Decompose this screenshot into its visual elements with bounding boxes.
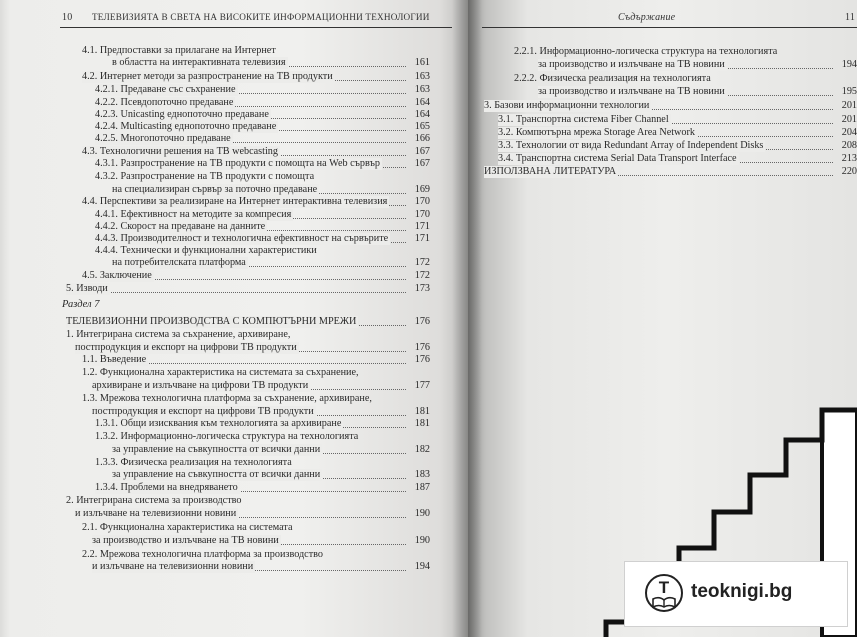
toc-entry-title: 4.2.4. Multicasting еднопоточно предаване xyxy=(95,121,277,132)
toc-entry-title: 4.2.1. Предаване със съхранение xyxy=(95,84,236,95)
toc-page-number: 220 xyxy=(841,166,857,177)
toc-entry-title: 4.4.3. Производителност и технологична ефективност на сървърите xyxy=(95,233,389,244)
toc-page-number: 170 xyxy=(414,209,430,220)
toc-page-number: 171 xyxy=(414,233,430,244)
toc-entry-title: ИЗПОЛЗВАНА ЛИТЕРАТУРА xyxy=(484,166,617,177)
toc-entry-title: за производство и излъчване на ТВ новини xyxy=(538,59,725,70)
toc-entry xyxy=(95,158,430,170)
toc-page-number: 183 xyxy=(414,469,430,480)
section-label: Раздел 7 xyxy=(62,299,100,310)
toc-page-number: 164 xyxy=(414,97,430,108)
toc-page-number: 166 xyxy=(414,133,430,144)
toc-page-number: 172 xyxy=(414,257,430,268)
toc-entry xyxy=(82,196,430,208)
toc-entry-title: 1.3.4. Проблеми на внедряването xyxy=(95,482,238,493)
toc-page-number: 195 xyxy=(841,86,857,97)
toc-entry: 4.4.4. Технически и функционални характеристики xyxy=(95,245,317,256)
toc-page-number: 176 xyxy=(414,342,430,353)
toc-page-number: 208 xyxy=(841,140,857,151)
toc-entry: 2.1. Функционална характеристика на системата xyxy=(82,522,293,533)
toc-page-number: 167 xyxy=(414,146,430,157)
toc-entry-title: 4.4.2. Скорост на предаване на данните xyxy=(95,221,266,232)
toc-entry: 1.3.2. Информационно-логическа структура на технологията xyxy=(95,431,359,442)
toc-entry-title: за производство и излъчване на ТВ новини xyxy=(538,86,725,97)
toc-page-number: 170 xyxy=(414,196,430,207)
toc-page-number: 161 xyxy=(414,57,430,68)
toc-entry-title: постпродукция и експорт на цифрови ТВ продукти xyxy=(75,342,297,353)
right-running-head: Съдържание xyxy=(618,12,676,23)
toc-entry-title: архивиране и излъчване на цифрови ТВ продукти xyxy=(92,380,309,391)
toc-page-number: 201 xyxy=(841,114,857,125)
toc-entry-title: 3. Базови информационни технологии xyxy=(484,100,650,111)
toc-page-number: 204 xyxy=(841,127,857,138)
toc-entry: 1.3. Мрежова технологична платформа за съхранение, архивиране, xyxy=(82,393,372,404)
toc-page-number: 194 xyxy=(841,59,857,70)
watermark-text: teoknigi.bg xyxy=(691,581,793,602)
toc-entry: 4.3.2. Разпространение на ТВ продукти с помощта xyxy=(95,171,315,182)
toc-page-number: 173 xyxy=(414,283,430,294)
toc-entry-title: 4.3.1. Разпространение на ТВ продукти с помощта на Web сървър xyxy=(95,158,380,169)
toc-entry-title: и излъчване на телевизионни новини xyxy=(75,508,237,519)
toc-entry-title: 1.1. Въведение xyxy=(82,354,147,365)
toc-entry-title: за управление на съвкупността от всички данни xyxy=(112,444,321,455)
toc-entry-title: на потребителската платформа xyxy=(112,257,246,268)
toc-entry: 2.2. Мрежова технологична платформа за производство xyxy=(82,549,323,560)
toc-page-number: 171 xyxy=(414,221,430,232)
toc-page-number: 181 xyxy=(414,418,430,429)
toc-entry-title: 3.3. Технологии от вида Redundant Array of Independent Disks xyxy=(498,140,764,151)
toc-entry-title: постпродукция и експорт на цифрови ТВ продукти xyxy=(92,406,314,417)
toc-entry-title: 4.4.1. Ефективност на методите за компресия xyxy=(95,209,292,220)
toc-page-number: 172 xyxy=(414,270,430,281)
toc-entry-title: 4.2.2. Псевдопоточно предаване xyxy=(95,97,234,108)
book-t-logo-icon: T xyxy=(645,574,683,612)
teoknigi-watermark xyxy=(624,561,848,627)
toc-page-number: 163 xyxy=(414,71,430,82)
toc-entry: 1.2. Функционална характеристика на системата за съхранение, xyxy=(82,367,359,378)
toc-page-number: 164 xyxy=(414,109,430,120)
toc-page-number: 165 xyxy=(414,121,430,132)
toc-entry-title: 4.2. Интернет методи за разпространение на ТВ продукти xyxy=(82,71,333,82)
toc-page-number: 182 xyxy=(414,444,430,455)
toc-entry: 2. Интегрирана система за производство xyxy=(66,495,242,506)
toc-page-number: 167 xyxy=(414,158,430,169)
toc-page-number: 187 xyxy=(414,482,430,493)
toc-entry-title: 4.2.3. Unicasting еднопоточно предаване xyxy=(95,109,269,120)
toc-entry: 1. Интегрирана система за съхранение, архивиране, xyxy=(66,329,291,340)
toc-entry-title: за управление на съвкупността от всички данни xyxy=(112,469,321,480)
toc-entry-title: 4.2.5. Многопоточно предаване xyxy=(95,133,231,144)
toc-entry-title: 4.5. Заключение xyxy=(82,270,152,281)
toc-entry-title: 3.2. Компютърна мрежа Storage Area Network xyxy=(498,127,695,138)
toc-entry-title: 4.4. Перспективи за реализиране на Интернет интерактивна телевизия xyxy=(82,196,388,207)
toc-page-number: 190 xyxy=(414,535,430,546)
toc-page-number: 181 xyxy=(414,406,430,417)
toc-entry: 4.1. Предпоставки за прилагане на Интернет xyxy=(82,45,276,56)
toc-page-number: 201 xyxy=(841,100,857,111)
right-page-number: 11 xyxy=(845,12,856,23)
toc-page-number: 213 xyxy=(841,153,857,164)
toc-entry-title: ТЕЛЕВИЗИОННИ ПРОИЗВОДСТВА С КОМПЮТЪРНИ МРЕЖИ xyxy=(66,316,357,327)
toc-page-number: 194 xyxy=(414,561,430,572)
toc-entry-title: 1.3.1. Общи изисквания към технологията за архивиране xyxy=(95,418,342,429)
toc-page-number: 177 xyxy=(414,380,430,391)
toc-page-number: 169 xyxy=(414,184,430,195)
toc-entry: 2.2.1. Информационно-логическа структура на технологията xyxy=(514,46,778,57)
left-running-head: ТЕЛЕВИЗИЯТА В СВЕТА НА ВИСОКИТЕ ИНФОРМАЦИОННИ ТЕХНОЛОГИИ xyxy=(92,12,430,22)
toc-page-number: 190 xyxy=(414,508,430,519)
toc-entry-title: на специализиран сървър за поточно предаване xyxy=(112,184,318,195)
toc-entry-title: и излъчване на телевизионни новини xyxy=(92,561,254,572)
toc-page-number: 163 xyxy=(414,84,430,95)
toc-entry-title: 5. Изводи xyxy=(66,283,108,294)
toc-page-number: 176 xyxy=(414,316,430,327)
toc-entry-title: 3.4. Транспортна система Serial Data Transport Interface xyxy=(498,153,737,164)
dot-leader xyxy=(66,292,406,293)
toc-entry-title: 4.3. Технологични решения на ТВ webcasting xyxy=(82,146,278,157)
toc-entry xyxy=(95,233,430,245)
toc-entry: 1.3.3. Физическа реализация на технологията xyxy=(95,457,292,468)
toc-page-number: 176 xyxy=(414,354,430,365)
toc-entry: 2.2.2. Физическа реализация на технологията xyxy=(514,73,711,84)
toc-entry-title: за производство и излъчване на ТВ новини xyxy=(92,535,279,546)
toc-entry-title: 3.1. Транспортна система Fiber Channel xyxy=(498,114,669,125)
toc-entry-title: в областта на интерактивната телевизия xyxy=(112,57,286,68)
left-page-number: 10 xyxy=(62,12,73,23)
